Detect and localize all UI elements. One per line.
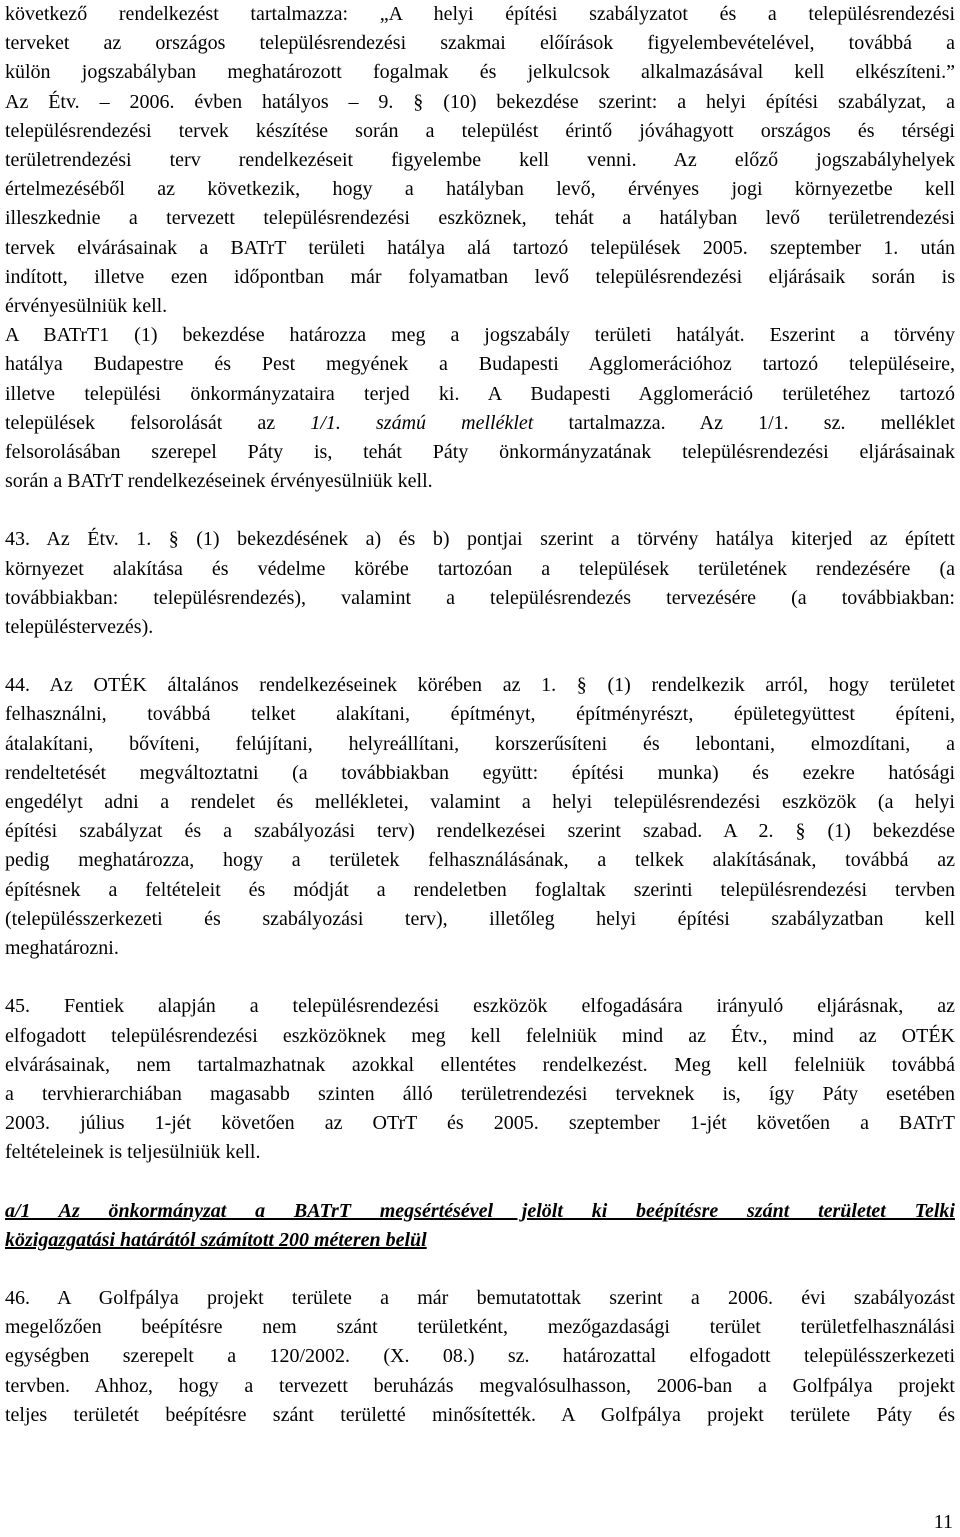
- text-line: 46. A Golfpálya projekt területe a már bemutatottak szerint a 2006. évi szabályozást: [5, 1286, 955, 1309]
- text-line: illetve települési önkormányzataira terjed ki. A Budapesti Agglomeráció területéhez tartozó: [5, 382, 955, 405]
- text-line: településtervezés).: [5, 616, 154, 639]
- text-line: pedig meghatározza, hogy a területek felhasználásának, a telkek alakításának, továbbá az: [5, 849, 955, 872]
- text-line: hatálya Budapestre és Pest megyének a Budapesti Agglomerációhoz tartozó településeire,: [5, 353, 955, 376]
- text-line: építésnek a feltételeit és módját a rendeletben foglaltak szerinti településrendezési tervben: [5, 878, 955, 901]
- text-line: külön jogszabályban meghatározott fogalmak és jelkulcsok alkalmazásával kell elkészíteni.”: [5, 61, 955, 84]
- text-line: elvárásainak, nem tartalmazhatnak azokkal ellentétes rendelkezést. Meg kell felelniük továbbá: [5, 1053, 955, 1076]
- text-line: [5, 409, 955, 438]
- paragraph-2: [5, 321, 955, 496]
- text-line: tervek elvárásainak a BATrT területi hatálya alá tartozó települések 2005. szeptember 1. után: [5, 236, 955, 259]
- paragraph-43: [5, 525, 955, 642]
- text-line: megelőzően beépítésre nem szánt területként, mezőgazdasági terület területfelhasználási: [5, 1316, 955, 1339]
- text-line: felhasználni, továbbá telket alakítani, építményt, építményrészt, épületegyüttest építeni,: [5, 703, 955, 726]
- text-line: továbbiakban: településrendezés), valamint a településrendezés tervezésére (a továbbiakban:: [5, 586, 955, 609]
- page-number: 11: [933, 1511, 953, 1533]
- text-line: átalakítani, bővíteni, felújítani, helyreállítani, korszerűsíteni és lebontani, elmozdítani, a: [5, 732, 955, 755]
- text-line: értelmezéséből az következik, hogy a hatályban levő, érvényes jogi környezetbe kell: [5, 178, 955, 201]
- text-line: egységben szerepelt a 120/2002. (X. 08.) sz. határozattal elfogadott településszerkezeti: [5, 1345, 955, 1368]
- text-line: felsorolásában szerepel Páty is, tehát Páty önkormányzatának településrendezési eljárásainak: [5, 441, 955, 464]
- annex-reference: 1/1. számú melléklet: [310, 411, 534, 434]
- text-line: teljes területét beépítésre szánt területté minősítették. A Golfpálya projekt területe Páty és: [5, 1403, 955, 1426]
- text-line: meghatározni.: [5, 937, 119, 960]
- text-line: 44. Az OTÉK általános rendelkezéseinek körében az 1. § (1) rendelkezik arról, hogy területet: [5, 674, 955, 697]
- text-line: tervben. Ahhoz, hogy a tervezett beruházás megvalósulhasson, 2006-ban a Golfpálya projekt: [5, 1374, 955, 1397]
- text-line: 2003. július 1-jét követően az OTrT és 2005. szeptember 1-jét követően a BATrT: [5, 1112, 955, 1135]
- text-line: rendeltetését megváltoztatni (a továbbiakban együtt: építési munka) és ezekre hatósági: [5, 761, 955, 784]
- text-line: terveket az országos településrendezési szakmai előírások figyelembevételével, továbbá a: [5, 32, 955, 55]
- section-heading: [5, 1197, 955, 1255]
- text-line: a tervhierarchiában magasabb szinten álló területrendezési terveknek is, így Páty esetében: [5, 1082, 955, 1105]
- text-line: területrendezési terv rendelkezéseit figyelembe kell venni. Az előző jogszabályhelyek: [5, 149, 955, 172]
- paragraph-44: [5, 671, 955, 963]
- text-line: (településszerkezeti és szabályozási terv), illetőleg helyi építési szabályzatban kell: [5, 907, 955, 930]
- paragraph-46: [5, 1284, 955, 1430]
- text-line: 45. Fentiek alapján a településrendezési eszközök elfogadására irányuló eljárásnak, az: [5, 995, 955, 1018]
- paragraph-45: [5, 992, 955, 1167]
- text-line: engedélyt adni a rendelet és mellékletei, valamint a helyi településrendezési eszközök (a helyi: [5, 791, 955, 814]
- text-line: 43. Az Étv. 1. § (1) bekezdésének a) és b) pontjai szerint a törvény hatálya kiterjed az épített: [5, 528, 955, 551]
- text-line: elfogadott településrendezési eszközöknek meg kell felelniük mind az Étv., mind az OTÉK: [5, 1024, 955, 1047]
- document-page: [5, 0, 955, 1430]
- text-line: építési szabályzat és a szabályozási terv) rendelkezései szerint szabad. A 2. § (1) bekezdése: [5, 820, 955, 843]
- heading-line: közigazgatási határától számított 200 méteren belül: [5, 1228, 427, 1251]
- paragraph-1: [5, 0, 955, 321]
- text-line: településrendezési tervek készítése során a települést érintő jóváhagyott országos és térségi: [5, 119, 955, 142]
- text-line: során a BATrT rendelkezéseinek érvényesülniük kell.: [5, 470, 433, 493]
- text-line: A BATrT1 (1) bekezdése határozza meg a jogszabály területi hatályát. Eszerint a törvény: [5, 324, 955, 347]
- text-run: tartalmazza. Az 1/1. sz. melléklet: [533, 411, 955, 434]
- text-line: Az Étv. – 2006. évben hatályos – 9. § (10) bekezdése szerint: a helyi építési szabályzat, a: [5, 90, 955, 113]
- text-line: környezet alakítása és védelme körébe tartozóan a települések területének rendezésére (a: [5, 557, 955, 580]
- text-run: települések felsorolását az: [5, 411, 311, 434]
- text-line: indított, illetve ezen időpontban már folyamatban levő településrendezési eljárásaik során is: [5, 265, 955, 288]
- text-line: illeszkednie a tervezett településrendezési eszköznek, tehát a hatályban levő területrendezési: [5, 207, 955, 230]
- text-line: érvényesülniük kell.: [5, 295, 168, 318]
- text-line: feltételeinek is teljesülniük kell.: [5, 1141, 261, 1164]
- heading-line: a/1 Az önkormányzat a BATrT megsértésével jelölt ki beépítésre szánt területet Telki: [5, 1199, 955, 1222]
- text-line: következő rendelkezést tartalmazza: „A helyi építési szabályzatot és a településrendezési: [5, 3, 955, 25]
